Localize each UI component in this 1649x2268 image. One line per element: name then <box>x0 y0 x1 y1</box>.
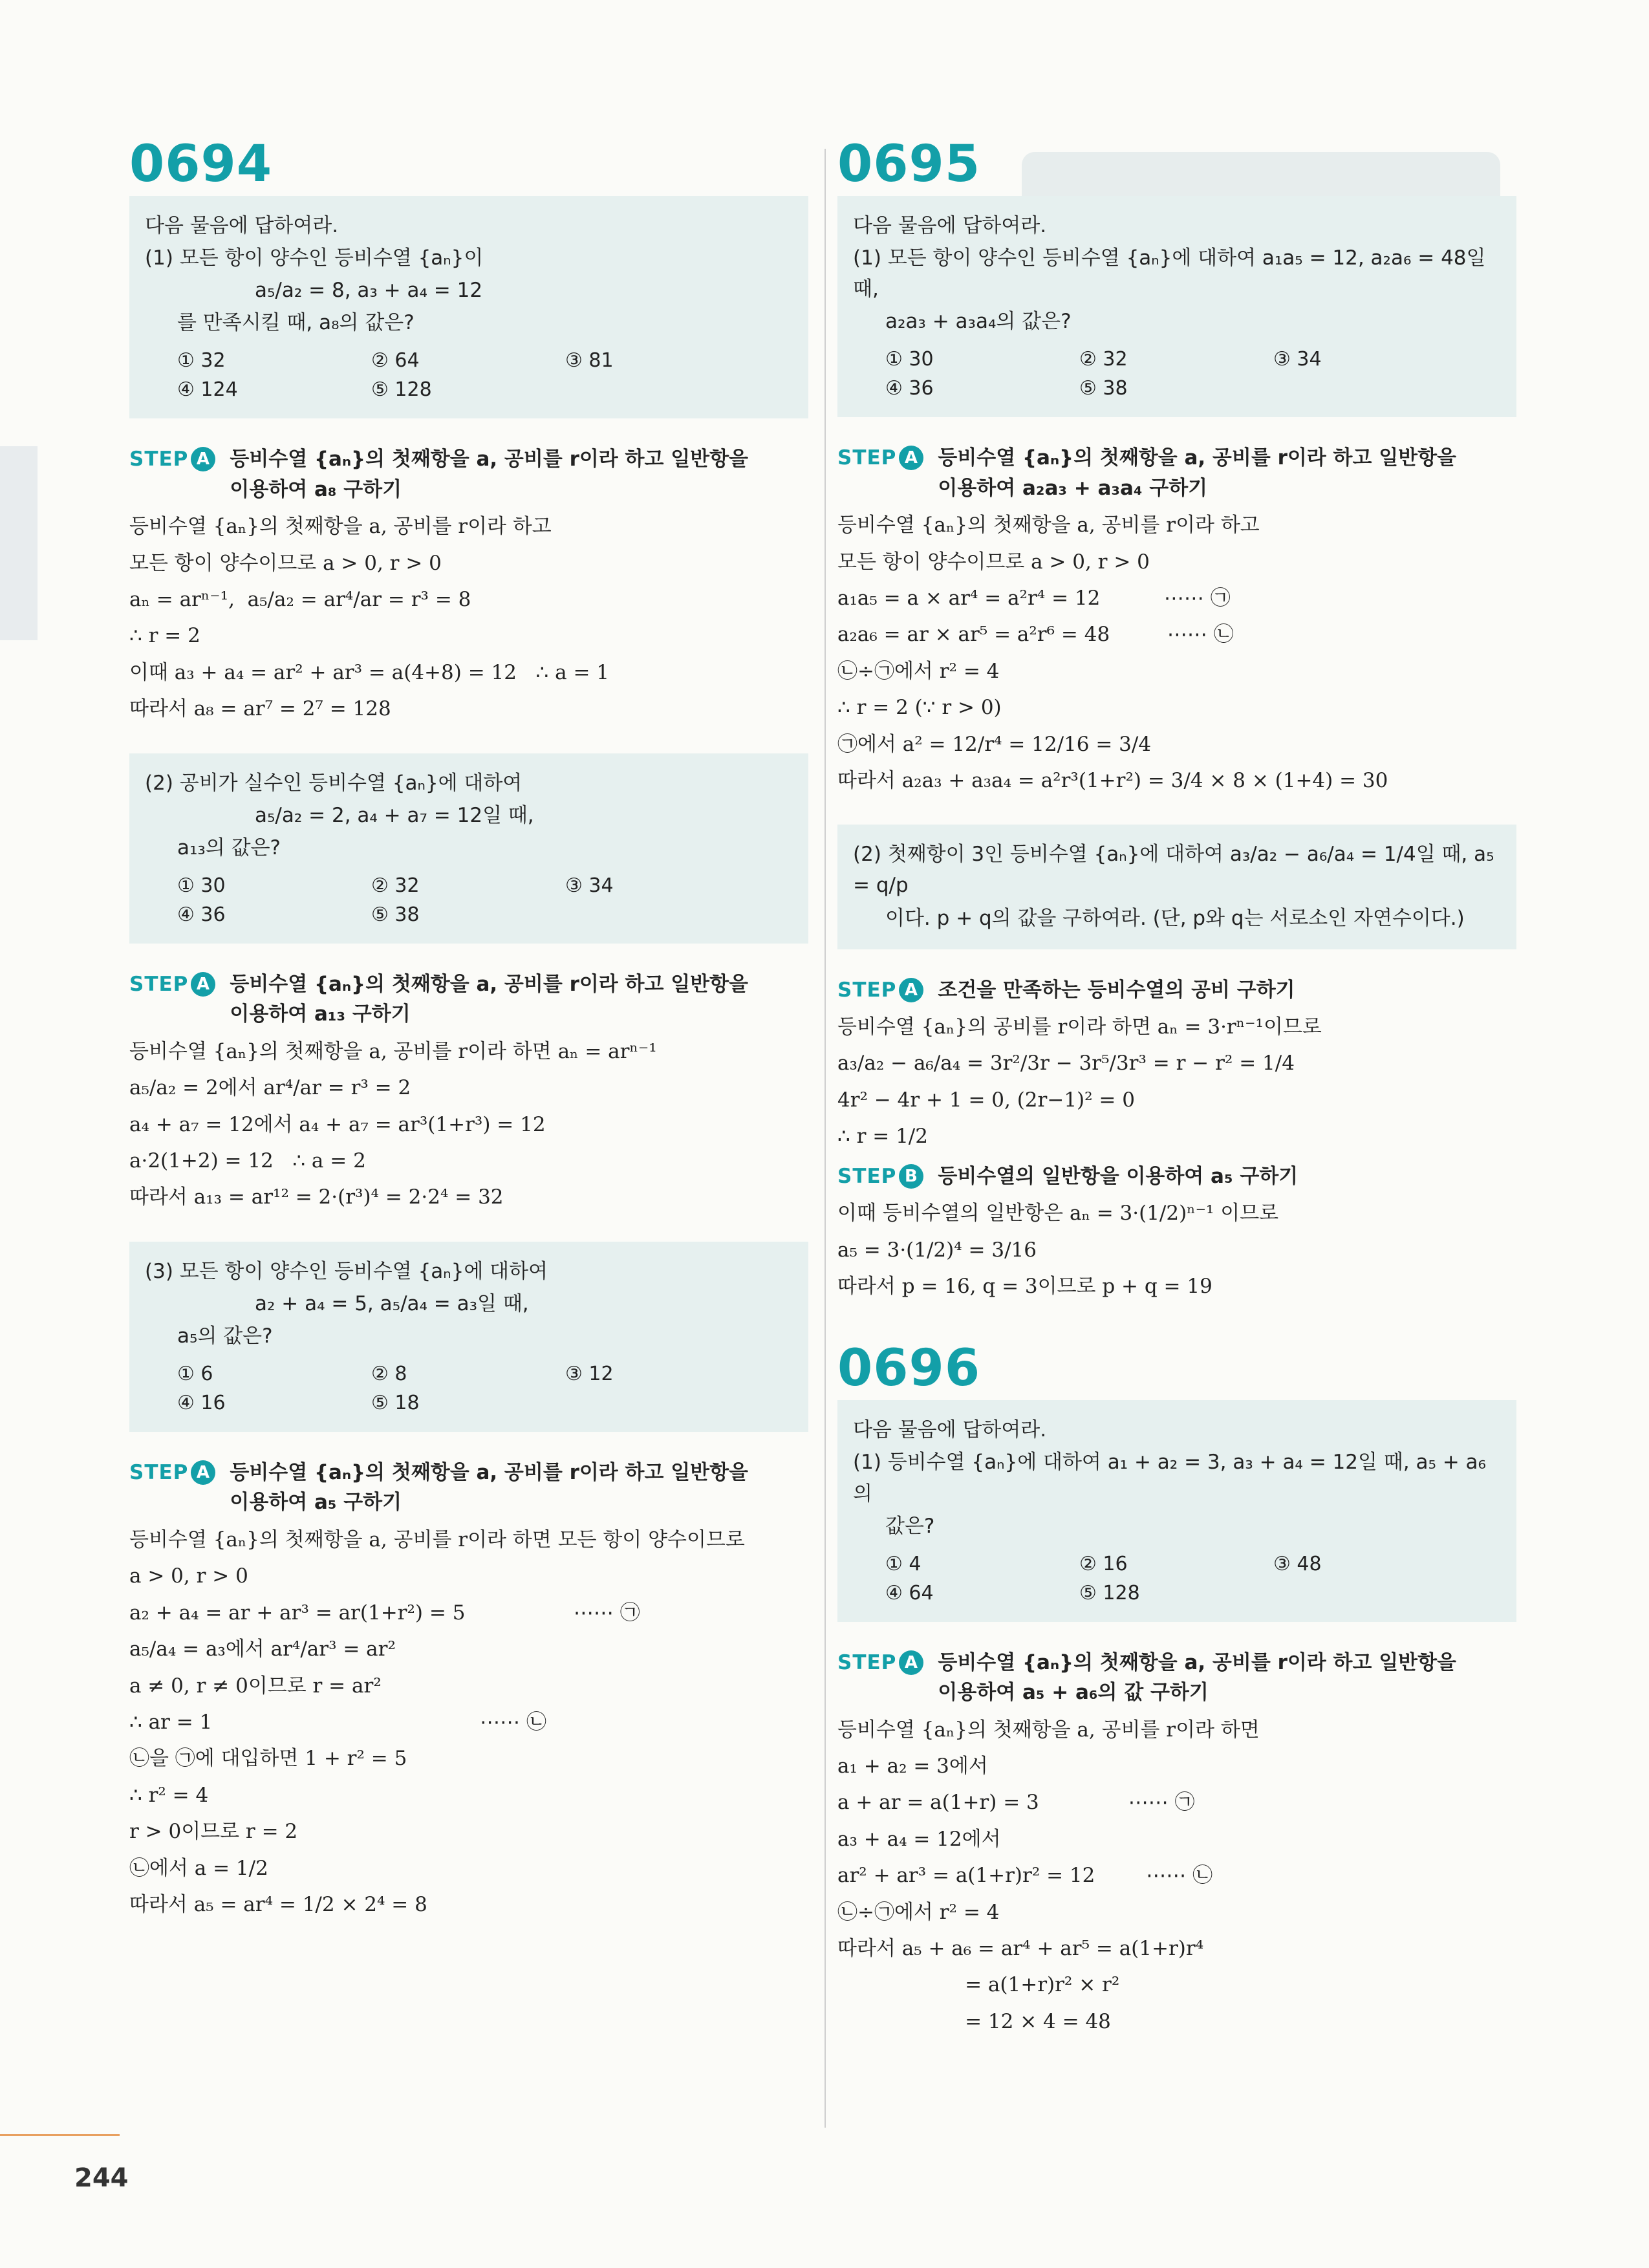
question-box-0694-3 <box>129 1242 808 1432</box>
solution-line: ㉠에서 a² = 12/r⁴ = 12/16 = 3/4 <box>837 732 1152 756</box>
solution-line: ∴ ar = 1 ⋯⋯ ㉡ <box>129 1710 547 1734</box>
choice[interactable]: ④ 16 <box>177 1391 226 1414</box>
solution-line: 4r² − 4r + 1 = 0, (2r−1)² = 0 <box>837 1088 1135 1112</box>
solution-line: a + ar = a(1+r) = 3 ⋯⋯ ㉠ <box>837 1791 1195 1815</box>
choice[interactable]: ① 6 <box>177 1362 213 1385</box>
step-tag: STEP A <box>837 975 938 1006</box>
question-line: 이다. p + q의 값을 구하여라. (단, p와 q는 서로소인 자연수이다.) <box>885 906 1465 930</box>
choices <box>145 871 793 929</box>
solution-line: a ≠ 0, r ≠ 0이므로 r = ar² <box>129 1674 382 1698</box>
choice[interactable]: ③ 48 <box>1273 1552 1322 1575</box>
choice[interactable]: ① 30 <box>177 874 226 897</box>
choice[interactable]: ③ 34 <box>1273 348 1322 371</box>
question-box-0694-1 <box>129 196 808 418</box>
step-title: 등비수열 {aₙ}의 첫째항을 a, 공비를 r이라 하고 일반항을 이용하여 a₈ 구하기 <box>230 448 749 501</box>
solution-line: a₂a₆ = ar × ar⁵ = a²r⁶ = 48 ⋯⋯ ㉡ <box>837 623 1234 647</box>
solution-line: 따라서 a₈ = ar⁷ = 2⁷ = 128 <box>129 697 391 721</box>
choice[interactable]: ④ 124 <box>177 378 238 402</box>
choice[interactable]: ② 64 <box>371 349 420 373</box>
column-divider <box>824 149 826 2128</box>
solution-line: aₙ = arⁿ⁻¹, a₅/a₂ = ar⁴/ar = r³ = 8 <box>129 588 471 611</box>
solution-line: a₄ + a₇ = 12에서 a₄ + a₇ = ar³(1+r³) = 12 <box>129 1112 546 1136</box>
step-heading <box>837 443 1516 503</box>
step-tag: STEP A <box>129 969 230 1000</box>
step-tag: STEP B <box>837 1161 938 1192</box>
solution-line: ㉡에서 a = 1/2 <box>129 1856 268 1880</box>
solution-line: = a(1+r)r² × r² <box>837 1973 1120 1997</box>
question-line: a₂a₃ + a₃a₄의 값은? <box>885 310 1072 334</box>
step-heading <box>129 444 808 504</box>
choices <box>853 345 1501 403</box>
solution-line: a₂ + a₄ = ar + ar³ = ar(1+r²) = 5 ⋯⋯ ㉠ <box>129 1601 640 1625</box>
step-letter-badge: A <box>899 446 923 470</box>
choice[interactable]: ① 30 <box>885 348 934 371</box>
solution-line: 등비수열 {aₙ}의 공비를 r이라 하면 aₙ = 3·rⁿ⁻¹이므로 <box>837 1015 1322 1039</box>
question-line: 를 만족시킬 때, a₈의 값은? <box>177 311 415 335</box>
step-tag: STEP A <box>129 1458 230 1488</box>
question-line: (1) 모든 항이 양수인 등비수열 {aₙ}이 <box>145 246 484 270</box>
question-line: a₅/a₂ = 2, a₄ + a₇ = 12일 때, <box>255 803 534 827</box>
step-title: 등비수열 {aₙ}의 첫째항을 a, 공비를 r이라 하고 일반항을 이용하여 a₅ 구하기 <box>230 1460 749 1515</box>
question-box-0694-2 <box>129 753 808 944</box>
step-letter-badge: A <box>899 1650 923 1675</box>
solution-line: 등비수열 {aₙ}의 첫째항을 a, 공비를 r이라 하면 <box>837 1718 1260 1742</box>
solution-line: ∴ r = 2 <box>129 624 200 648</box>
question-line: a₂ + a₄ = 5, a₅/a₄ = a₃일 때, <box>255 1291 529 1315</box>
solution-line: 따라서 a₅ + a₆ = ar⁴ + ar⁵ = a(1+r)r⁴ <box>837 1937 1204 1961</box>
step-tag: STEP A <box>129 444 230 475</box>
solution-line: 등비수열 {aₙ}의 첫째항을 a, 공비를 r이라 하고 <box>129 515 552 539</box>
solution-line: a₅/a₂ = 2에서 ar⁴/ar = r³ = 2 <box>129 1076 411 1100</box>
problem-number-0694: 0694 <box>129 135 273 193</box>
question-line: 값은? <box>885 1514 935 1538</box>
page-rule <box>0 2134 120 2136</box>
choice[interactable]: ② 8 <box>371 1362 407 1385</box>
solution-line: ∴ r = 1/2 <box>837 1125 928 1149</box>
choice[interactable]: ① 32 <box>177 349 226 373</box>
solution-line: 이때 등비수열의 일반항은 aₙ = 3·(1/2)ⁿ⁻¹ 이므로 <box>837 1202 1279 1226</box>
solution-0695-2a <box>837 1009 1516 1155</box>
solution-line: 이때 a₃ + a₄ = ar² + ar³ = a(4+8) = 12 ∴ a = 1 <box>129 660 609 684</box>
solution-line: ∴ r² = 4 <box>129 1783 209 1807</box>
solution-line: 등비수열 {aₙ}의 첫째항을 a, 공비를 r이라 하면 모든 항이 양수이므로 <box>129 1528 745 1551</box>
choice[interactable]: ② 32 <box>371 874 420 897</box>
solution-line: a₅/a₄ = a₃에서 ar⁴/ar³ = ar² <box>129 1637 396 1661</box>
question-line: (1) 모든 항이 양수인 등비수열 {aₙ}에 대하여 a₁a₅ = 12, a₂a₆ = 48일 때, <box>853 246 1493 301</box>
solution-line: r > 0이므로 r = 2 <box>129 1820 298 1844</box>
solution-0695-1 <box>837 507 1516 799</box>
solution-line: 등비수열 {aₙ}의 첫째항을 a, 공비를 r이라 하고 <box>837 513 1260 537</box>
solution-line: a₁ + a₂ = 3에서 <box>837 1755 988 1778</box>
choices <box>145 346 793 404</box>
solution-0694-2 <box>129 1033 808 1216</box>
choice[interactable]: ④ 64 <box>885 1581 934 1604</box>
left-column <box>129 135 808 1923</box>
right-column <box>837 135 1516 2040</box>
step-heading <box>129 1458 808 1518</box>
solution-line: 모든 항이 양수이므로 a > 0, r > 0 <box>129 551 442 575</box>
choice[interactable]: ③ 34 <box>565 874 614 897</box>
solution-line: ㉡을 ㉠에 대입하면 1 + r² = 5 <box>129 1747 407 1771</box>
solution-line: a₁a₅ = a × ar⁴ = a²r⁴ = 12 ⋯⋯ ㉠ <box>837 587 1231 610</box>
step-heading <box>837 1648 1516 1708</box>
step-heading <box>837 1161 1516 1192</box>
step-heading <box>129 969 808 1030</box>
solution-line: = 12 × 4 = 48 <box>837 2009 1111 2033</box>
solution-line: a > 0, r > 0 <box>129 1564 248 1588</box>
question-line: a₁₃의 값은? <box>177 836 281 859</box>
solution-line: ar² + ar³ = a(1+r)r² = 12 ⋯⋯ ㉡ <box>837 1864 1213 1888</box>
step-letter-badge: A <box>191 447 215 471</box>
question-box-0695-2 <box>837 825 1516 949</box>
step-title: 조건을 만족하는 등비수열의 공비 구하기 <box>938 978 1295 1002</box>
choices <box>853 1550 1501 1608</box>
solution-line: 등비수열 {aₙ}의 첫째항을 a, 공비를 r이라 하면 aₙ = arⁿ⁻¹ <box>129 1039 657 1063</box>
choice[interactable]: ④ 36 <box>885 377 934 400</box>
step-title: 등비수열 {aₙ}의 첫째항을 a, 공비를 r이라 하고 일반항을 이용하여 a₁₃ 구하기 <box>230 972 749 1026</box>
choice[interactable]: ② 16 <box>1079 1552 1128 1575</box>
step-tag: STEP A <box>837 443 938 473</box>
choice[interactable]: ⑤ 18 <box>371 1391 420 1414</box>
choices <box>145 1359 793 1418</box>
choice[interactable]: ③ 12 <box>565 1362 614 1385</box>
solution-line: a₅ = 3·(1/2)⁴ = 3/16 <box>837 1238 1037 1262</box>
choice[interactable]: ② 32 <box>1079 348 1128 371</box>
choice[interactable]: ⑤ 128 <box>1079 1581 1140 1604</box>
solution-line: 따라서 a₂a₃ + a₃a₄ = a²r³(1+r²) = 3/4 × 8 × (1+4) = 30 <box>837 769 1388 793</box>
solution-line: ㉡÷㉠에서 r² = 4 <box>837 1900 1000 1924</box>
problem-intro: 다음 물음에 답하여라. <box>853 1418 1047 1442</box>
solution-0695-2b <box>837 1195 1516 1304</box>
question-box-0695-1 <box>837 196 1516 417</box>
question-line: (1) 등비수열 {aₙ}에 대하여 a₁ + a₂ = 3, a₃ + a₄ = 12일 때, a₅ + a₆의 <box>853 1451 1486 1506</box>
solution-line: ∴ r = 2 (∵ r > 0) <box>837 696 1002 720</box>
solution-line: ㉡÷㉠에서 r² = 4 <box>837 659 1000 683</box>
step-tag: STEP A <box>837 1648 938 1678</box>
question-line: (2) 첫째항이 3인 등비수열 {aₙ}에 대하여 a₃/a₂ − a₆/a₄ = 1/4일 때, a₅ = q/p <box>853 843 1501 898</box>
solution-line: 모든 항이 양수이므로 a > 0, r > 0 <box>837 550 1150 574</box>
solution-line: a₃ + a₄ = 12에서 <box>837 1827 1001 1851</box>
solution-0694-1 <box>129 508 808 727</box>
problem-number-0696: 0696 <box>837 1339 981 1398</box>
choice[interactable]: ③ 81 <box>565 349 614 373</box>
step-title: 등비수열 {aₙ}의 첫째항을 a, 공비를 r이라 하고 일반항을 이용하여 a₂a₃ + a₃a₄ 구하기 <box>938 446 1457 500</box>
side-chapter-tab <box>0 446 38 640</box>
page-number: 244 <box>74 2163 129 2193</box>
choice[interactable]: ④ 36 <box>177 903 226 926</box>
step-title: 등비수열 {aₙ}의 첫째항을 a, 공비를 r이라 하고 일반항을 이용하여 a₅ + a₆의 값 구하기 <box>938 1650 1457 1705</box>
solution-line: 따라서 p = 16, q = 3이므로 p + q = 19 <box>837 1275 1212 1299</box>
step-title: 등비수열의 일반항을 이용하여 a₅ 구하기 <box>938 1164 1299 1188</box>
choice[interactable]: ① 4 <box>885 1552 921 1575</box>
solution-line: 따라서 a₁₃ = ar¹² = 2·(r³)⁴ = 2·2⁴ = 32 <box>129 1185 504 1209</box>
solution-line: a₃/a₂ − a₆/a₄ = 3r²/3r − 3r⁵/3r³ = r − r² = 1/4 <box>837 1052 1295 1075</box>
question-line: a₅/a₂ = 8, a₃ + a₄ = 12 <box>255 279 483 303</box>
problem-intro: 다음 물음에 답하여라. <box>145 214 339 237</box>
question-line: (2) 공비가 실수인 등비수열 {aₙ}에 대하여 <box>145 771 523 795</box>
question-line: a₅의 값은? <box>177 1324 273 1348</box>
step-letter-badge: A <box>899 978 923 1002</box>
solution-0694-3 <box>129 1522 808 1923</box>
step-letter-badge: A <box>191 972 215 997</box>
solution-0696-1 <box>837 1712 1516 2040</box>
step-heading <box>837 975 1516 1006</box>
solution-line: a·2(1+2) = 12 ∴ a = 2 <box>129 1149 366 1172</box>
problem-intro: 다음 물음에 답하여라. <box>853 214 1047 237</box>
step-letter-badge: B <box>899 1164 923 1189</box>
choice[interactable]: ⑤ 38 <box>1079 377 1128 400</box>
problem-number-0695: 0695 <box>837 135 981 193</box>
choice[interactable]: ⑤ 38 <box>371 903 420 926</box>
question-box-0696-1 <box>837 1400 1516 1621</box>
question-line: (3) 모든 항이 양수인 등비수열 {aₙ}에 대하여 <box>145 1259 548 1283</box>
step-letter-badge: A <box>191 1460 215 1485</box>
solution-line: 따라서 a₅ = ar⁴ = 1/2 × 2⁴ = 8 <box>129 1893 427 1916</box>
choice[interactable]: ⑤ 128 <box>371 378 432 402</box>
